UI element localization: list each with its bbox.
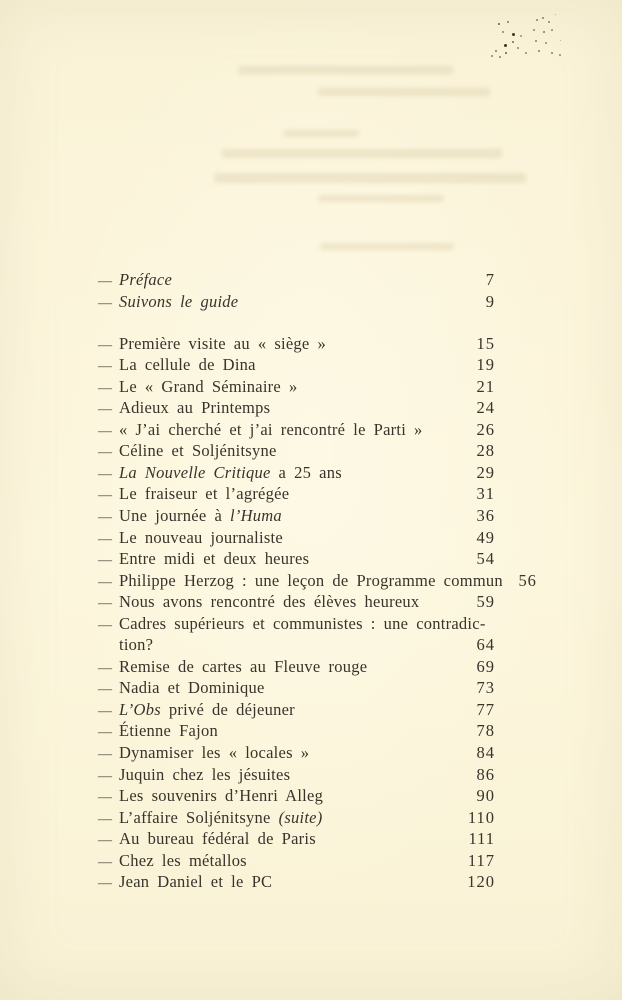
toc-entry-line <box>98 549 495 571</box>
ink-speck <box>517 47 519 49</box>
entry-text-segment: (suite) <box>278 807 323 827</box>
entry-dash: — <box>98 295 113 311</box>
ink-speck <box>542 17 544 19</box>
ink-speck <box>512 33 515 36</box>
ink-speck <box>499 56 501 58</box>
entry-text-segment: Remise de cartes au Fleuve rouge <box>119 656 368 676</box>
toc-entry-line <box>98 614 495 636</box>
entry-text-segment: Nous avons rencontré des élèves heureux <box>119 592 420 612</box>
ink-speck <box>504 44 507 47</box>
ink-speck <box>533 29 535 31</box>
entry-text-segment: Dynamiser les « locales » <box>119 742 310 762</box>
entry-title <box>119 334 461 354</box>
toc-entry <box>98 829 495 851</box>
toc-entry-line <box>98 528 495 550</box>
toc-entry-line <box>98 678 495 700</box>
entry-page-number: 36 <box>476 505 495 525</box>
ink-speck <box>538 50 540 52</box>
ink-speck <box>555 14 556 15</box>
toc-entry <box>98 463 495 485</box>
show-through-mark <box>214 173 526 183</box>
entry-text-segment: L’affaire Soljénitsyne <box>119 807 279 827</box>
entry-text-segment: Cadres supérieurs et communistes : une contradic- <box>119 613 486 633</box>
toc-entry-line <box>98 872 495 894</box>
entry-text-segment: Le nouveau journaliste <box>119 527 283 547</box>
toc-entry-line <box>98 657 495 679</box>
show-through-mark <box>283 130 359 137</box>
entry-title <box>119 398 461 418</box>
entry-dash: — <box>98 790 113 806</box>
toc-entry <box>98 851 495 873</box>
toc-entry <box>98 398 495 420</box>
ink-speck <box>502 31 504 33</box>
ink-speck <box>536 19 538 21</box>
entry-dash: — <box>98 274 113 289</box>
toc-entry <box>98 292 495 314</box>
toc-entry <box>98 872 495 894</box>
ink-speck <box>548 21 550 23</box>
entry-title <box>119 657 461 677</box>
entry-page-number: 77 <box>476 699 495 719</box>
entry-title <box>119 700 461 720</box>
toc-entry-line <box>98 355 495 377</box>
toc-entry-line <box>98 765 495 787</box>
toc-entry-line <box>98 808 495 830</box>
toc-entry-line <box>98 377 495 399</box>
entry-dash: — <box>98 854 113 870</box>
toc-entry <box>98 334 495 356</box>
entry-dash: — <box>98 703 113 719</box>
ink-speck <box>543 31 545 33</box>
entry-text-segment: Chez les métallos <box>119 850 247 870</box>
toc-entry-line <box>98 721 495 743</box>
entry-text-segment: Juquin chez les jésuites <box>119 764 291 784</box>
entry-title <box>119 441 461 461</box>
ink-speck <box>491 55 493 57</box>
toc-entry <box>98 657 495 679</box>
toc-entry <box>98 506 495 528</box>
toc-entry <box>98 270 495 292</box>
entry-text-segment: Nadia et Dominique <box>119 678 265 698</box>
toc-entry <box>98 528 495 550</box>
toc-entry <box>98 678 495 700</box>
toc-entry <box>98 786 495 808</box>
ink-speck <box>512 41 514 43</box>
entry-page-number: 69 <box>476 656 495 676</box>
toc-entry-line <box>98 463 495 485</box>
toc-entry-line <box>98 570 537 593</box>
show-through-mark <box>320 243 454 250</box>
entry-dash: — <box>98 876 113 892</box>
entry-title <box>119 355 461 375</box>
toc-entry-line <box>98 420 495 442</box>
ink-speck <box>559 54 561 56</box>
entry-page-number: 19 <box>476 355 495 375</box>
toc-entry-line <box>98 270 495 292</box>
toc-entry <box>98 592 495 614</box>
entry-page-number: 84 <box>476 742 495 762</box>
ink-speck <box>495 50 497 52</box>
show-through-mark <box>238 66 453 74</box>
entry-text-segment: Une journée à <box>119 505 231 525</box>
entry-dash: — <box>98 833 113 849</box>
entry-title <box>119 829 461 849</box>
toc-entry <box>98 570 537 593</box>
entry-dash: — <box>98 509 113 525</box>
entry-page-number: 111 <box>468 829 495 849</box>
entry-page-number: 24 <box>476 398 495 418</box>
toc-entry <box>98 808 495 830</box>
entry-dash: — <box>98 423 113 439</box>
toc-entry <box>98 355 495 377</box>
entry-text-segment: La cellule de Dina <box>119 355 256 375</box>
entry-title <box>119 528 461 548</box>
entry-text-segment: L’Obs <box>119 699 161 719</box>
toc-entry-line <box>98 592 495 614</box>
entry-text-segment: Suivons le guide <box>119 291 239 311</box>
toc-entry-line <box>98 786 495 808</box>
entry-dash: — <box>98 811 113 827</box>
entry-dash: — <box>98 402 113 418</box>
entry-title <box>119 872 461 892</box>
entry-text-segment: « J’ai cherché et j’ai rencontré le Parti » <box>119 419 423 439</box>
entry-page-number: 117 <box>467 850 495 870</box>
entry-title <box>119 484 461 504</box>
entry-page-number: 110 <box>467 807 495 827</box>
entry-page-number: 64 <box>476 635 495 655</box>
ink-speck <box>520 35 522 37</box>
entry-dash: — <box>98 488 113 504</box>
entry-page-number: 26 <box>476 419 495 439</box>
entry-text-segment: l’Huma <box>230 505 282 525</box>
toc-entry-line <box>98 635 495 657</box>
entry-page-number: 73 <box>476 678 495 698</box>
ink-speck <box>507 21 509 23</box>
entry-dash: — <box>98 380 113 396</box>
entry-text-segment: Philippe Herzog : une leçon de Programme commun <box>119 570 503 590</box>
entry-page-number: 54 <box>476 549 495 569</box>
entry-title <box>119 377 461 397</box>
entry-title <box>119 614 495 634</box>
toc-entry <box>98 721 495 743</box>
entry-title <box>119 743 461 763</box>
ink-speck <box>535 40 537 42</box>
entry-dash: — <box>98 596 113 612</box>
entry-title <box>119 506 461 526</box>
entry-text-segment: tion? <box>119 635 154 655</box>
entry-page-number: 29 <box>476 462 495 482</box>
ink-speck <box>545 42 547 44</box>
entry-text-segment: La Nouvelle Critique <box>119 462 271 482</box>
entry-page-number: 90 <box>476 786 495 806</box>
entry-dash: — <box>98 617 113 633</box>
entry-title <box>119 678 461 698</box>
entry-text-segment: Jean Daniel et le PC <box>119 872 273 892</box>
toc-entry <box>98 420 495 442</box>
entry-page-number: 120 <box>467 872 495 892</box>
entry-page-number: 56 <box>518 570 537 590</box>
toc-entry <box>98 377 495 399</box>
ink-speck <box>505 52 507 54</box>
toc-entry <box>98 484 495 506</box>
show-through-mark <box>318 195 444 202</box>
entry-page-number: 59 <box>476 592 495 612</box>
show-through-mark <box>318 88 490 96</box>
toc-entry-line <box>98 484 495 506</box>
entry-text-segment: a 25 ans <box>270 462 342 482</box>
entry-dash: — <box>98 768 113 784</box>
entry-text-segment: Le « Grand Séminaire » <box>119 376 298 396</box>
entry-title <box>119 851 461 871</box>
toc-entry-line <box>98 292 495 314</box>
entry-page-number: 15 <box>476 333 495 353</box>
ink-speck <box>551 52 553 54</box>
entry-dash: — <box>98 337 113 353</box>
entry-title <box>119 721 461 741</box>
entry-title <box>119 571 503 591</box>
toc-entry-line <box>98 743 495 765</box>
entry-text-segment: Adieux au Printemps <box>119 398 271 418</box>
toc-entry <box>98 441 495 463</box>
entry-page-number: 49 <box>476 527 495 547</box>
toc-entry <box>98 614 495 657</box>
entry-page-number: 78 <box>476 721 495 741</box>
toc-list <box>98 270 537 894</box>
toc-entry-line <box>98 441 495 463</box>
entry-title <box>119 765 461 785</box>
entry-text-segment: Préface <box>119 270 173 289</box>
entry-title <box>119 270 461 290</box>
entry-dash: — <box>98 553 113 569</box>
toc-entry <box>98 743 495 765</box>
entry-dash: — <box>98 445 113 461</box>
ink-speck <box>498 23 500 25</box>
entry-text-segment: Les souvenirs d’Henri Alleg <box>119 786 324 806</box>
entry-dash: — <box>98 725 113 741</box>
entry-dash: — <box>98 531 113 547</box>
entry-text-segment: Entre midi et deux heures <box>119 549 310 569</box>
entry-dash: — <box>98 466 113 482</box>
entry-title <box>119 292 461 312</box>
entry-text-segment: Céline et Soljénitsyne <box>119 441 277 461</box>
entry-dash: — <box>98 574 113 590</box>
toc-entry-line <box>98 829 495 851</box>
toc-entry-line <box>98 398 495 420</box>
entry-title <box>119 592 461 612</box>
entry-dash: — <box>98 746 113 762</box>
entry-text-segment: Première visite au « siège » <box>119 333 326 353</box>
entry-page-number: 21 <box>476 376 495 396</box>
entry-title <box>119 549 461 569</box>
entry-text-segment: Le fraiseur et l’agrégée <box>119 484 290 504</box>
toc-entry <box>98 700 495 722</box>
entry-page-number: 28 <box>476 441 495 461</box>
entry-dash: — <box>98 682 113 698</box>
entry-text-segment: Étienne Fajon <box>119 721 218 741</box>
entry-page-number: 31 <box>476 484 495 504</box>
toc-entry <box>98 765 495 787</box>
entry-dash: — <box>98 660 113 676</box>
ink-speck <box>525 52 527 54</box>
toc-entry-line <box>98 506 495 528</box>
show-through-mark <box>222 149 502 158</box>
toc-entry-line <box>98 700 495 722</box>
entry-title <box>119 463 461 483</box>
ink-speck <box>551 29 553 31</box>
entry-text-segment: Au bureau fédéral de Paris <box>119 829 316 849</box>
toc-entry-line <box>98 851 495 873</box>
entry-title <box>119 808 461 828</box>
entry-page-number: 86 <box>476 764 495 784</box>
toc-entry-line <box>98 334 495 356</box>
ink-speck <box>560 40 561 41</box>
entry-page-number: 9 <box>485 291 495 311</box>
entry-dash: — <box>98 359 113 375</box>
toc-entry <box>98 549 495 571</box>
entry-page-number: 7 <box>485 270 495 289</box>
entry-title <box>119 420 461 440</box>
entry-title <box>119 786 461 806</box>
entry-title <box>119 635 461 655</box>
entry-text-segment: privé de déjeuner <box>160 699 295 719</box>
